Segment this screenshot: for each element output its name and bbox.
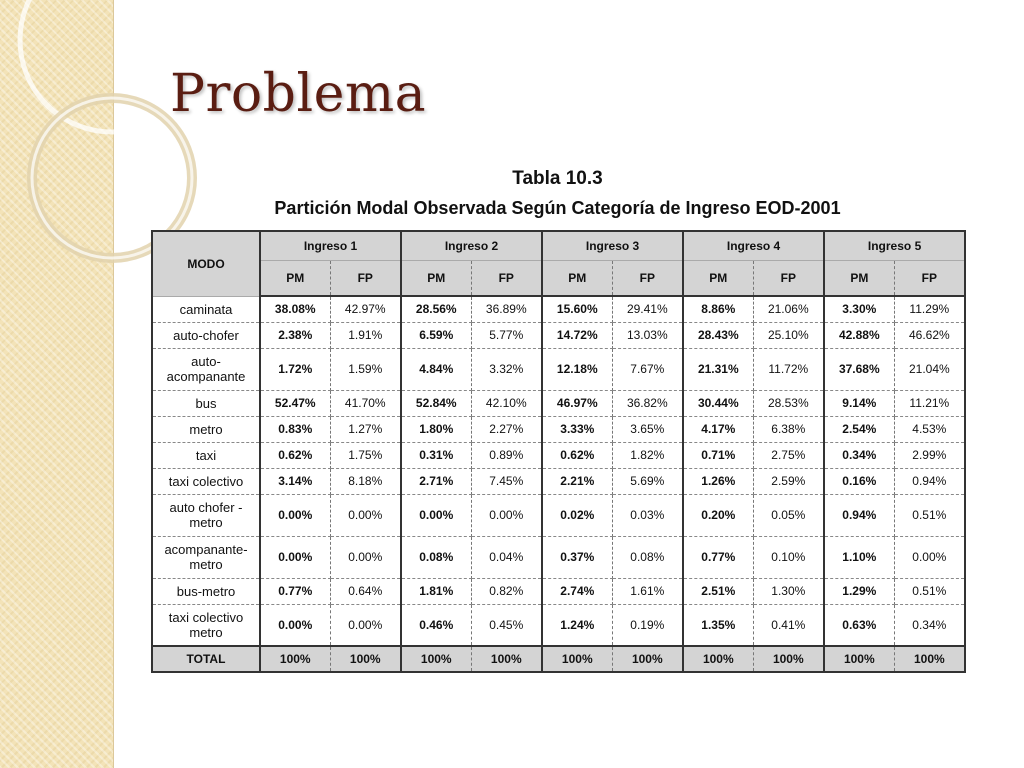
table-row: [152, 348, 965, 390]
cell-fp: 0.51%: [894, 494, 965, 536]
cell-pm: 52.47%: [260, 390, 330, 416]
cell-pm: 0.00%: [260, 494, 330, 536]
cell-fp: 28.53%: [753, 390, 824, 416]
cell-pm: 1.72%: [260, 348, 330, 390]
cell-fp: 5.77%: [471, 322, 542, 348]
total-cell: 100%: [753, 646, 824, 672]
cell-pm: 3.30%: [824, 296, 894, 322]
subheader-pm: PM: [260, 261, 330, 297]
cell-pm: 0.83%: [260, 416, 330, 442]
cell-pm: 52.84%: [401, 390, 471, 416]
subheader-fp: FP: [330, 261, 401, 297]
cell-pm: 3.14%: [260, 468, 330, 494]
cell-fp: 46.62%: [894, 322, 965, 348]
cell-pm: 12.18%: [542, 348, 612, 390]
cell-fp: 3.65%: [612, 416, 683, 442]
cell-fp: 29.41%: [612, 296, 683, 322]
total-cell: 100%: [260, 646, 330, 672]
cell-fp: 36.82%: [612, 390, 683, 416]
cell-pm: 0.62%: [260, 442, 330, 468]
table-body: [152, 296, 965, 672]
cell-fp: 11.72%: [753, 348, 824, 390]
cell-fp: 1.27%: [330, 416, 401, 442]
column-header-modo: MODO: [152, 231, 260, 296]
subheader-pm: PM: [542, 261, 612, 297]
cell-pm: 0.94%: [824, 494, 894, 536]
cell-fp: 2.59%: [753, 468, 824, 494]
cell-fp: 1.59%: [330, 348, 401, 390]
group-header-ingreso-5: Ingreso 5: [824, 231, 965, 261]
cell-pm: 2.51%: [683, 578, 753, 604]
cell-pm: 0.16%: [824, 468, 894, 494]
cell-fp: 8.18%: [330, 468, 401, 494]
group-header-ingreso-1: Ingreso 1: [260, 231, 401, 261]
cell-fp: 0.94%: [894, 468, 965, 494]
cell-fp: 0.10%: [753, 536, 824, 578]
cell-pm: 0.34%: [824, 442, 894, 468]
table-row: [152, 296, 965, 322]
total-label: TOTAL: [152, 646, 260, 672]
cell-pm: 0.00%: [260, 604, 330, 646]
subheader-fp: FP: [612, 261, 683, 297]
cell-pm: 2.54%: [824, 416, 894, 442]
cell-fp: 0.64%: [330, 578, 401, 604]
cell-pm: 1.24%: [542, 604, 612, 646]
cell-fp: 2.75%: [753, 442, 824, 468]
cell-fp: 13.03%: [612, 322, 683, 348]
cell-pm: 28.56%: [401, 296, 471, 322]
cell-fp: 4.53%: [894, 416, 965, 442]
cell-pm: 4.84%: [401, 348, 471, 390]
cell-fp: 7.45%: [471, 468, 542, 494]
cell-pm: 0.00%: [260, 536, 330, 578]
cell-fp: 2.27%: [471, 416, 542, 442]
cell-fp: 0.00%: [471, 494, 542, 536]
subheader-fp: FP: [753, 261, 824, 297]
cell-fp: 0.34%: [894, 604, 965, 646]
cell-pm: 0.77%: [260, 578, 330, 604]
table-row: [152, 468, 965, 494]
cell-fp: 3.32%: [471, 348, 542, 390]
cell-pm: 1.81%: [401, 578, 471, 604]
cell-fp: 0.19%: [612, 604, 683, 646]
cell-fp: 1.75%: [330, 442, 401, 468]
mode-label: bus: [152, 390, 260, 416]
mode-label: auto-chofer: [152, 322, 260, 348]
cell-pm: 28.43%: [683, 322, 753, 348]
cell-fp: 0.05%: [753, 494, 824, 536]
cell-pm: 3.33%: [542, 416, 612, 442]
cell-pm: 30.44%: [683, 390, 753, 416]
cell-fp: 0.51%: [894, 578, 965, 604]
table-row: [152, 604, 965, 646]
cell-fp: 0.04%: [471, 536, 542, 578]
cell-pm: 0.02%: [542, 494, 612, 536]
cell-fp: 41.70%: [330, 390, 401, 416]
total-cell: 100%: [894, 646, 965, 672]
cell-pm: 46.97%: [542, 390, 612, 416]
subheader-pm: PM: [401, 261, 471, 297]
subheader-pm: PM: [683, 261, 753, 297]
table-row: [152, 578, 965, 604]
cell-pm: 0.62%: [542, 442, 612, 468]
total-cell: 100%: [542, 646, 612, 672]
cell-fp: 21.06%: [753, 296, 824, 322]
cell-fp: 0.00%: [330, 494, 401, 536]
cell-pm: 0.77%: [683, 536, 753, 578]
cell-fp: 0.00%: [330, 536, 401, 578]
cell-pm: 1.26%: [683, 468, 753, 494]
mode-label: taxi: [152, 442, 260, 468]
cell-fp: 6.38%: [753, 416, 824, 442]
cell-pm: 0.46%: [401, 604, 471, 646]
cell-pm: 0.00%: [401, 494, 471, 536]
cell-fp: 36.89%: [471, 296, 542, 322]
cell-pm: 15.60%: [542, 296, 612, 322]
table-row: [152, 390, 965, 416]
cell-pm: 2.21%: [542, 468, 612, 494]
cell-fp: 25.10%: [753, 322, 824, 348]
table-row: [152, 494, 965, 536]
cell-pm: 21.31%: [683, 348, 753, 390]
cell-fp: 0.00%: [330, 604, 401, 646]
total-cell: 100%: [471, 646, 542, 672]
cell-fp: 1.61%: [612, 578, 683, 604]
total-cell: 100%: [401, 646, 471, 672]
cell-pm: 0.71%: [683, 442, 753, 468]
cell-pm: 0.08%: [401, 536, 471, 578]
table-row: [152, 416, 965, 442]
cell-fp: 0.45%: [471, 604, 542, 646]
cell-fp: 1.91%: [330, 322, 401, 348]
table-header: [152, 231, 965, 296]
cell-pm: 2.38%: [260, 322, 330, 348]
cell-fp: 0.08%: [612, 536, 683, 578]
cell-pm: 0.63%: [824, 604, 894, 646]
cell-fp: 42.97%: [330, 296, 401, 322]
cell-pm: 0.37%: [542, 536, 612, 578]
mode-label: acompanante-metro: [152, 536, 260, 578]
subheader-fp: FP: [894, 261, 965, 297]
cell-fp: 0.89%: [471, 442, 542, 468]
cell-fp: 11.29%: [894, 296, 965, 322]
cell-fp: 1.30%: [753, 578, 824, 604]
total-cell: 100%: [612, 646, 683, 672]
cell-pm: 1.29%: [824, 578, 894, 604]
cell-pm: 1.10%: [824, 536, 894, 578]
cell-pm: 2.74%: [542, 578, 612, 604]
cell-fp: 11.21%: [894, 390, 965, 416]
cell-pm: 2.71%: [401, 468, 471, 494]
mode-label: auto-acompanante: [152, 348, 260, 390]
modal-split-table: [151, 230, 966, 673]
cell-fp: 21.04%: [894, 348, 965, 390]
table-subtitle: Partición Modal Observada Según Categoría de Ingreso EOD-2001: [274, 198, 841, 218]
cell-pm: 37.68%: [824, 348, 894, 390]
mode-label: metro: [152, 416, 260, 442]
cell-fp: 0.41%: [753, 604, 824, 646]
mode-label: bus-metro: [152, 578, 260, 604]
cell-pm: 0.31%: [401, 442, 471, 468]
cell-pm: 1.35%: [683, 604, 753, 646]
table-title: Tabla 10.3: [512, 168, 603, 189]
cell-fp: 7.67%: [612, 348, 683, 390]
table-row: [152, 536, 965, 578]
total-cell: 100%: [683, 646, 753, 672]
table-row: [152, 442, 965, 468]
cell-pm: 8.86%: [683, 296, 753, 322]
cell-pm: 42.88%: [824, 322, 894, 348]
cell-fp: 2.99%: [894, 442, 965, 468]
cell-fp: 0.03%: [612, 494, 683, 536]
cell-fp: 0.00%: [894, 536, 965, 578]
cell-pm: 38.08%: [260, 296, 330, 322]
total-row: [152, 646, 965, 672]
cell-fp: 0.82%: [471, 578, 542, 604]
cell-pm: 4.17%: [683, 416, 753, 442]
mode-label: auto chofer - metro: [152, 494, 260, 536]
cell-fp: 1.82%: [612, 442, 683, 468]
subheader-pm: PM: [824, 261, 894, 297]
table-row: [152, 322, 965, 348]
subheader-fp: FP: [471, 261, 542, 297]
cell-fp: 42.10%: [471, 390, 542, 416]
cell-pm: 0.20%: [683, 494, 753, 536]
cell-fp: 5.69%: [612, 468, 683, 494]
cell-pm: 6.59%: [401, 322, 471, 348]
cell-pm: 1.80%: [401, 416, 471, 442]
group-header-ingreso-4: Ingreso 4: [683, 231, 824, 261]
group-header-ingreso-3: Ingreso 3: [542, 231, 683, 261]
total-cell: 100%: [330, 646, 401, 672]
slide-title: Problema: [170, 64, 427, 124]
cell-pm: 9.14%: [824, 390, 894, 416]
mode-label: caminata: [152, 296, 260, 322]
mode-label: taxi colectivo: [152, 468, 260, 494]
total-cell: 100%: [824, 646, 894, 672]
mode-label: taxi colectivo metro: [152, 604, 260, 646]
cell-pm: 14.72%: [542, 322, 612, 348]
group-header-ingreso-2: Ingreso 2: [401, 231, 542, 261]
